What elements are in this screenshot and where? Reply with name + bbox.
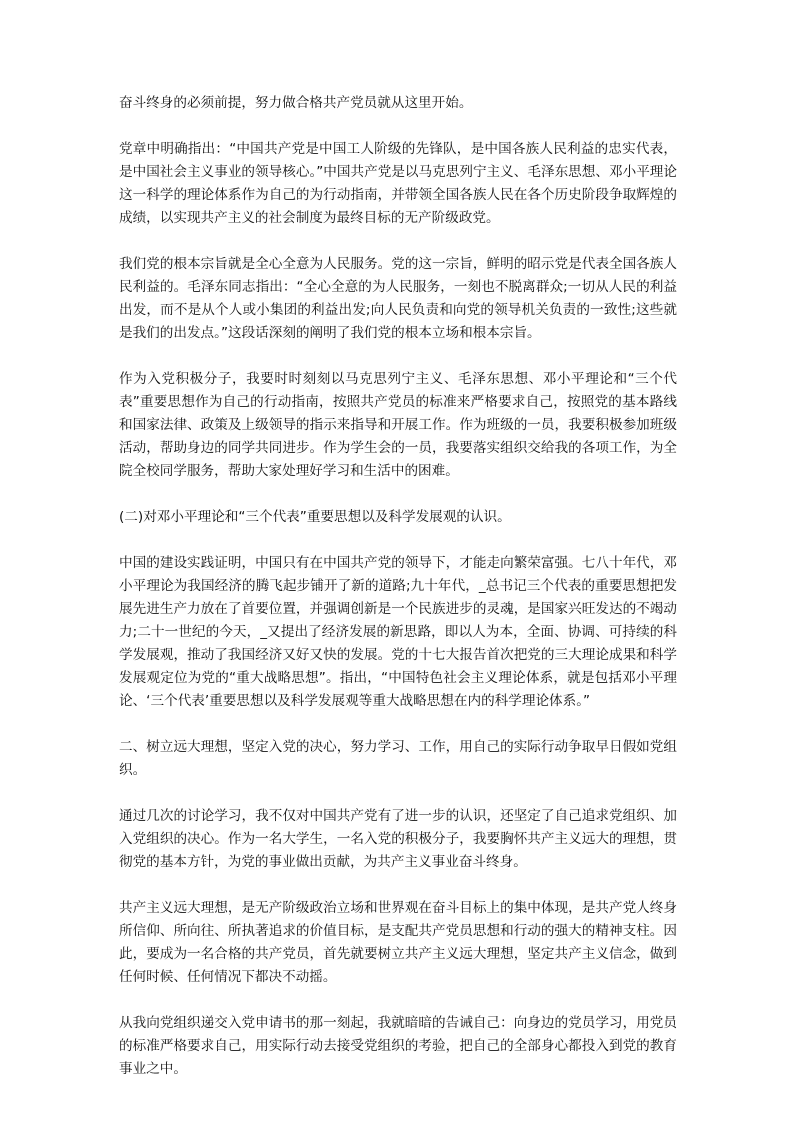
section-heading-2: 二、树立远大理想，坚定入党的决心，努力学习、工作，用自己的实际行动争取早日假如党组织。	[119, 739, 677, 778]
paragraph-3: 我们党的根本宗旨就是全心全意为人民服务。党的这一宗旨，鲜明的昭示党是代表全国各族人民利益的。毛泽东同志指出：“全心全意的为人民服务，一刻也不脱离群众;一切从人民的利益出发，而不是从个人或小集团的利益出发;向人民负责和向党的领导机关负责的一致性;这些就是我们的出发点。”这段话深刻的阐明了我们党的根本立场和根本宗旨。	[119, 256, 677, 341]
paragraph-6: 中国的建设实践证明，中国只有在中国共产党的领导下，才能走向繁荣富强。七八十年代，邓小平理论为我国经济的腾飞起步铺开了新的道路;九十年代，_总书记三个代表的重要思想把发展先进生产力放在了首要位置，并强调创新是一个民族进步的灵魂，是国家兴旺发达的不竭动力;二十一世纪的今天，_又提出了经济发展的新思路，即以人为本，全面、协调、可持续的科学发展观，推动了我国经济又好又快的发展。党的十七大报告首次把党的三大理论成果和科学发展观定位为党的“重大战略思想”。指出，“中国特色社会主义理论体系，就是包括邓小平理论、‘三个代表’重要思想以及科学发展观等重大战略思想在内的科学理论体系。”	[119, 555, 677, 709]
paragraph-8: 通过几次的讨论学习，我不仅对中国共产党有了进一步的认识，还坚定了自己追求党组织、加入党组织的决心。作为一名大学生，一名入党的积极分子，我要胸怀共产主义远大的理想，贯彻党的基本方针，为党的事业做出贡献，为共产主义事业奋斗终身。	[119, 808, 677, 870]
section-heading-1: (二)对邓小平理论和“三个代表”重要思想以及科学发展观的认识。	[119, 509, 511, 525]
paragraph-1: 奋斗终身的必须前提，努力做合格共产党员就从这里开始。	[119, 95, 473, 111]
document-page	[119, 92, 677, 1104]
paragraph-9: 共产主义远大理想，是无产阶级政治立场和世界观在奋斗目标上的集中体现，是共产党人终身所信仰、所向往、所执著追求的价值目标，是支配共产党员思想和行动的强大的精神支柱。因此，要成为一名合格的共产党员，首先就要树立共产主义远大理想，坚定共产主义信念，做到任何时候、任何情况下都决不动摇。	[119, 900, 677, 985]
paragraph-2: 党章中明确指出：“中国共产党是中国工人阶级的先锋队，是中国各族人民利益的忠实代表，是中国社会主义事业的领导核心。”中国共产党是以马克思列宁主义、毛泽东思想、邓小平理论这一科学的理论体系作为自己的为行动指南，并带领全国各族人民在各个历史阶段争取辉煌的成绩，以实现共产主义的社会制度为最终目标的无产阶级政党。	[119, 141, 677, 226]
paragraph-10: 从我向党组织递交入党申请书的那一刻起，我就暗暗的告诫自己：向身边的党员学习，用党员的标准严格要求自己，用实际行动去接受党组织的考验，把自己的全部身心都投入到党的教育事业之中。	[119, 1015, 677, 1077]
paragraph-4: 作为入党积极分子，我要时时刻刻以马克思列宁主义、毛泽东思想、邓小平理论和“三个代表”重要思想作为自己的行动指南，按照共产党员的标准来严格要求自己，按照党的基本路线和国家法律、政策及上级领导的指示来指导和开展工作。作为班级的一员，我要积极参加班级活动，帮助身边的同学共同进步。作为学生会的一员，我要落实组织交给我的各项工作，为全院全校同学服务，帮助大家处理好学习和生活中的困难。	[119, 371, 677, 479]
